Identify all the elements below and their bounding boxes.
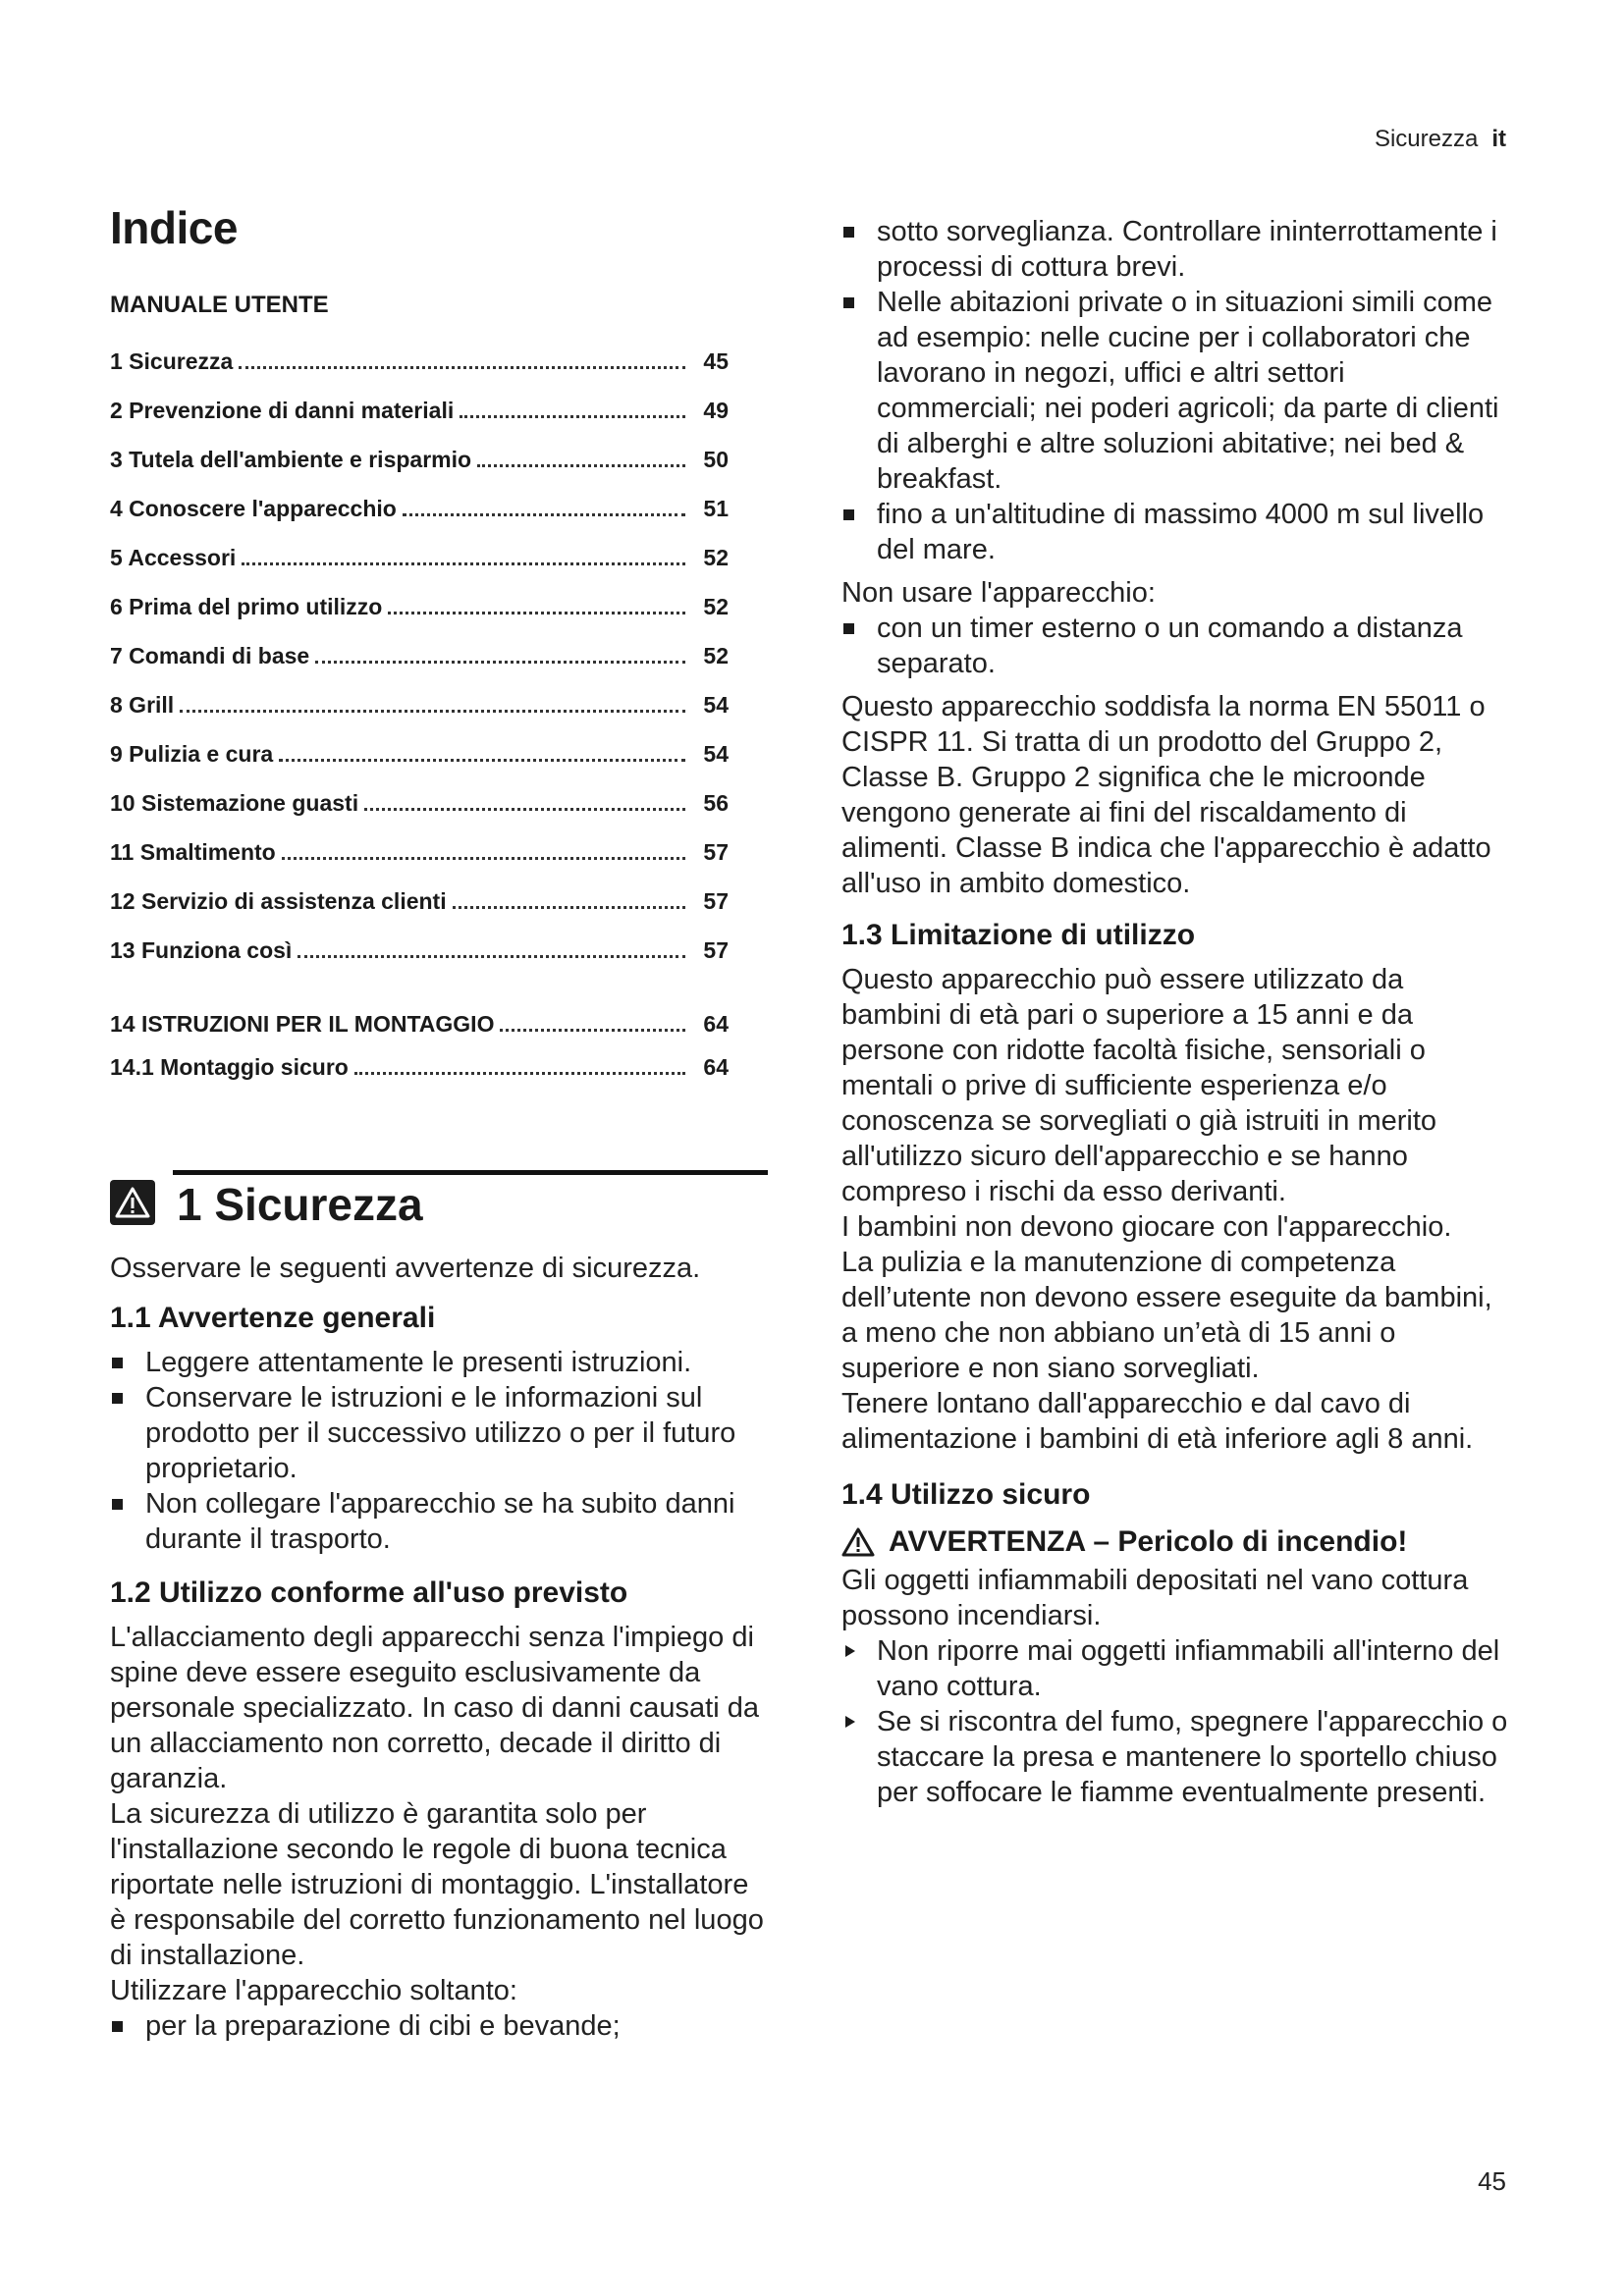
toc-leader-dots: [180, 710, 685, 713]
toc-entry-page: 57: [703, 888, 729, 914]
toc-entry[interactable]: [110, 594, 729, 643]
paragraph: Non usare l'apparecchio:: [841, 577, 1156, 609]
paragraph: Utilizzare l'apparecchio soltanto:: [110, 1975, 517, 2006]
toc-entry-title: 4 Conoscere l'apparecchio: [110, 496, 397, 521]
warning-triangle-icon: [841, 1527, 875, 1557]
toc-entry-page: 64: [703, 1011, 729, 1037]
paragraph: La pulizia e la manutenzione di competenza dell’utente non devono essere eseguite da bambini, a meno che non abbiano un’età di 15 anni o superiore e non siano sorvegliati.: [841, 1247, 1492, 1384]
warning-triangle-icon: [110, 1180, 155, 1225]
toc-entry-page: 52: [703, 643, 729, 668]
toc-entry-title: 5 Accessori: [110, 545, 237, 570]
warning-steps-list: [841, 1633, 1509, 1810]
chapter-title: 1 Sicurezza: [177, 1179, 423, 1230]
chapter-heading: [110, 1170, 770, 1239]
toc-entry[interactable]: [110, 888, 729, 937]
toc-leader-dots: [477, 464, 685, 467]
toc-entry-title: 12 Servizio di assistenza clienti: [110, 888, 447, 914]
toc-entry-page: 49: [703, 398, 729, 423]
section-heading-1-1: 1.1 Avvertenze generali: [110, 1302, 436, 1334]
toc-leader-dots: [315, 661, 685, 664]
toc-entry-title: 11 Smaltimento: [110, 839, 276, 865]
toc-entry-title: 14.1 Montaggio sicuro: [110, 1054, 349, 1080]
toc-entry[interactable]: [110, 643, 729, 692]
list-item: sotto sorveglianza. Controllare ininterrottamente i processi di cottura brevi.: [841, 214, 1509, 285]
toc-entry-page: 57: [703, 937, 729, 963]
list-item: con un timer esterno o un comando a distanza separato.: [841, 611, 1509, 681]
toc-entry-page: 52: [703, 545, 729, 570]
toc-entry-page: 57: [703, 839, 729, 865]
toc-leader-dots: [242, 562, 685, 565]
toc-entry-title: 13 Funziona così: [110, 937, 293, 963]
toc-entry-title: 2 Prevenzione di danni materiali: [110, 398, 455, 423]
paragraph: Questo apparecchio soddisfa la norma EN 55011 o CISPR 11. Si tratta di un prodotto del Gruppo 2, Classe B. Gruppo 2 significa che le microonde vengono generate ai fini del riscaldamento di alimenti. Classe B indica che l'apparecchio è adatto all'uso in ambito domestico.: [841, 691, 1491, 899]
bullet-square-icon: [112, 1358, 123, 1368]
toc-entry-page: 51: [703, 496, 729, 521]
section-heading-1-4: 1.4 Utilizzo sicuro: [841, 1478, 1091, 1511]
toc-entry-page: 54: [703, 692, 729, 718]
warning-text: Gli oggetti infiammabili depositati nel vano cottura possono incendiarsi.: [841, 1565, 1469, 1631]
bullet-square-icon: [843, 297, 854, 308]
toc-entry[interactable]: [110, 937, 729, 987]
arrow-bullet-icon: [845, 1645, 855, 1657]
toc-entry[interactable]: [110, 790, 729, 839]
toc-entry-title: 14 ISTRUZIONI PER IL MONTAGGIO: [110, 1011, 495, 1037]
toc-entry[interactable]: [110, 741, 729, 790]
bullet-square-icon: [112, 2021, 123, 2032]
warning-title: AVVERTENZA – Pericolo di incendio!: [889, 1525, 1408, 1558]
list-item: Conservare le istruzioni e le informazioni sul prodotto per il successivo utilizzo o per il futuro proprietario.: [110, 1380, 770, 1486]
toc-leader-dots: [388, 612, 685, 614]
list-item: Leggere attentamente le presenti istruzioni.: [110, 1345, 770, 1380]
toc-entry-title: 9 Pulizia e cura: [110, 741, 274, 767]
header-section: Sicurezza: [1374, 126, 1479, 152]
list-item: Se si riscontra del fumo, spegnere l'apparecchio o staccare la presa e mantenere lo sportello chiuso per soffocare le fiamme eventualmente presenti.: [841, 1704, 1509, 1810]
toc-entry[interactable]: [110, 496, 729, 545]
chapter-rule: [173, 1170, 768, 1175]
intended-use-list: [110, 2008, 770, 2044]
bullet-square-icon: [112, 1393, 123, 1404]
toc-entry-page: 52: [703, 594, 729, 619]
toc-entry[interactable]: [110, 692, 729, 741]
toc-entry-page: 56: [703, 790, 729, 816]
toc-entry-title: 8 Grill: [110, 692, 175, 718]
toc-title: Indice: [110, 202, 238, 253]
bullet-square-icon: [112, 1499, 123, 1510]
toc-leader-dots: [239, 366, 685, 369]
list-item: fino a un'altitudine di massimo 4000 m sul livello del mare.: [841, 497, 1509, 567]
toc-leader-dots: [282, 857, 685, 860]
toc-leader-dots: [403, 513, 685, 516]
toc-entry-page: 54: [703, 741, 729, 767]
toc-leader-dots: [460, 415, 685, 418]
running-header: [1375, 126, 1506, 153]
left-column: [110, 201, 770, 2044]
paragraph: La sicurezza di utilizzo è garantita solo per l'installazione secondo le regole di buona tecnica riportate nelle istruzioni di montaggio. L'installatore è responsabile del corretto funzionamento nel luogo di installazione.: [110, 1798, 764, 1971]
bullet-square-icon: [843, 623, 854, 634]
toc-leader-dots: [298, 955, 685, 958]
right-column: [841, 214, 1509, 1810]
chapter-intro: Osservare le seguenti avvertenze di sicurezza.: [110, 1253, 701, 1284]
toc-list-installation: [110, 1011, 729, 1097]
toc-leader-dots: [453, 906, 685, 909]
toc-entry-title: 6 Prima del primo utilizzo: [110, 594, 383, 619]
section-heading-1-3: 1.3 Limitazione di utilizzo: [841, 919, 1196, 951]
toc-entry-page: 45: [703, 348, 729, 374]
page-number: 45: [1478, 2166, 1506, 2196]
list-item: per la preparazione di cibi e bevande;: [110, 2008, 770, 2044]
warning-heading: [841, 1523, 1509, 1561]
bullet-square-icon: [843, 509, 854, 520]
toc-leader-dots: [279, 759, 685, 762]
toc-leader-dots: [364, 808, 685, 811]
paragraph: I bambini non devono giocare con l'apparecchio.: [841, 1211, 1452, 1243]
toc-leader-dots: [354, 1072, 685, 1075]
toc-entry-title: 10 Sistemazione guasti: [110, 790, 359, 816]
list-item: Non riporre mai oggetti infiammabili all'interno del vano cottura.: [841, 1633, 1509, 1704]
list-item: Nelle abitazioni private o in situazioni simili come ad esempio: nelle cucine per i collaboratori che lavorano in negozi, uffici e altri settori commerciali; nei poderi agricoli; da parte di clienti di alberghi e altre soluzioni abitative; nei bed & breakfast.: [841, 285, 1509, 497]
toc-list: [110, 348, 729, 987]
toc-leader-dots: [500, 1029, 685, 1032]
prohibited-use-list: [841, 611, 1509, 681]
header-language: it: [1491, 126, 1506, 152]
list-item: Non collegare l'apparecchio se ha subito danni durante il trasporto.: [110, 1486, 770, 1557]
toc-entry[interactable]: [110, 1011, 729, 1054]
toc-entry[interactable]: [110, 839, 729, 888]
toc-section-label: MANUALE UTENTE: [110, 292, 329, 318]
toc-entry-page: 64: [703, 1054, 729, 1080]
intended-use-list-continued: [841, 214, 1509, 567]
toc-entry[interactable]: [110, 545, 729, 594]
paragraph: Questo apparecchio può essere utilizzato da bambini di età pari o superiore a 15 anni e da persone con ridotte facoltà fisiche, sensoriali o mentali o prive di sufficiente esperienza e/o conoscenza se sorvegliati o già istruiti in merito all'utilizzo sicuro dell'apparecchio e se hanno compreso i rischi da esso derivanti.: [841, 964, 1437, 1207]
toc-entry[interactable]: [110, 348, 729, 398]
toc-entry-title: 1 Sicurezza: [110, 348, 234, 374]
toc-entry-page: 50: [703, 447, 729, 472]
general-warnings-list: [110, 1345, 770, 1557]
toc-entry[interactable]: [110, 1054, 729, 1097]
paragraph: L'allacciamento degli apparecchi senza l'impiego di spine deve essere eseguito esclusivamente da personale specializzato. In caso di danni causati da un allacciamento non corretto, decade il diritto di garanzia.: [110, 1622, 759, 1794]
bullet-square-icon: [843, 227, 854, 238]
toc-entry-title: 7 Comandi di base: [110, 643, 310, 668]
arrow-bullet-icon: [845, 1716, 855, 1728]
toc-entry[interactable]: [110, 447, 729, 496]
section-heading-1-2: 1.2 Utilizzo conforme all'uso previsto: [110, 1576, 628, 1609]
toc-entry[interactable]: [110, 398, 729, 447]
toc-entry-title: 3 Tutela dell'ambiente e risparmio: [110, 447, 472, 472]
paragraph: Tenere lontano dall'apparecchio e dal cavo di alimentazione i bambini di età inferiore agli 8 anni.: [841, 1388, 1474, 1455]
